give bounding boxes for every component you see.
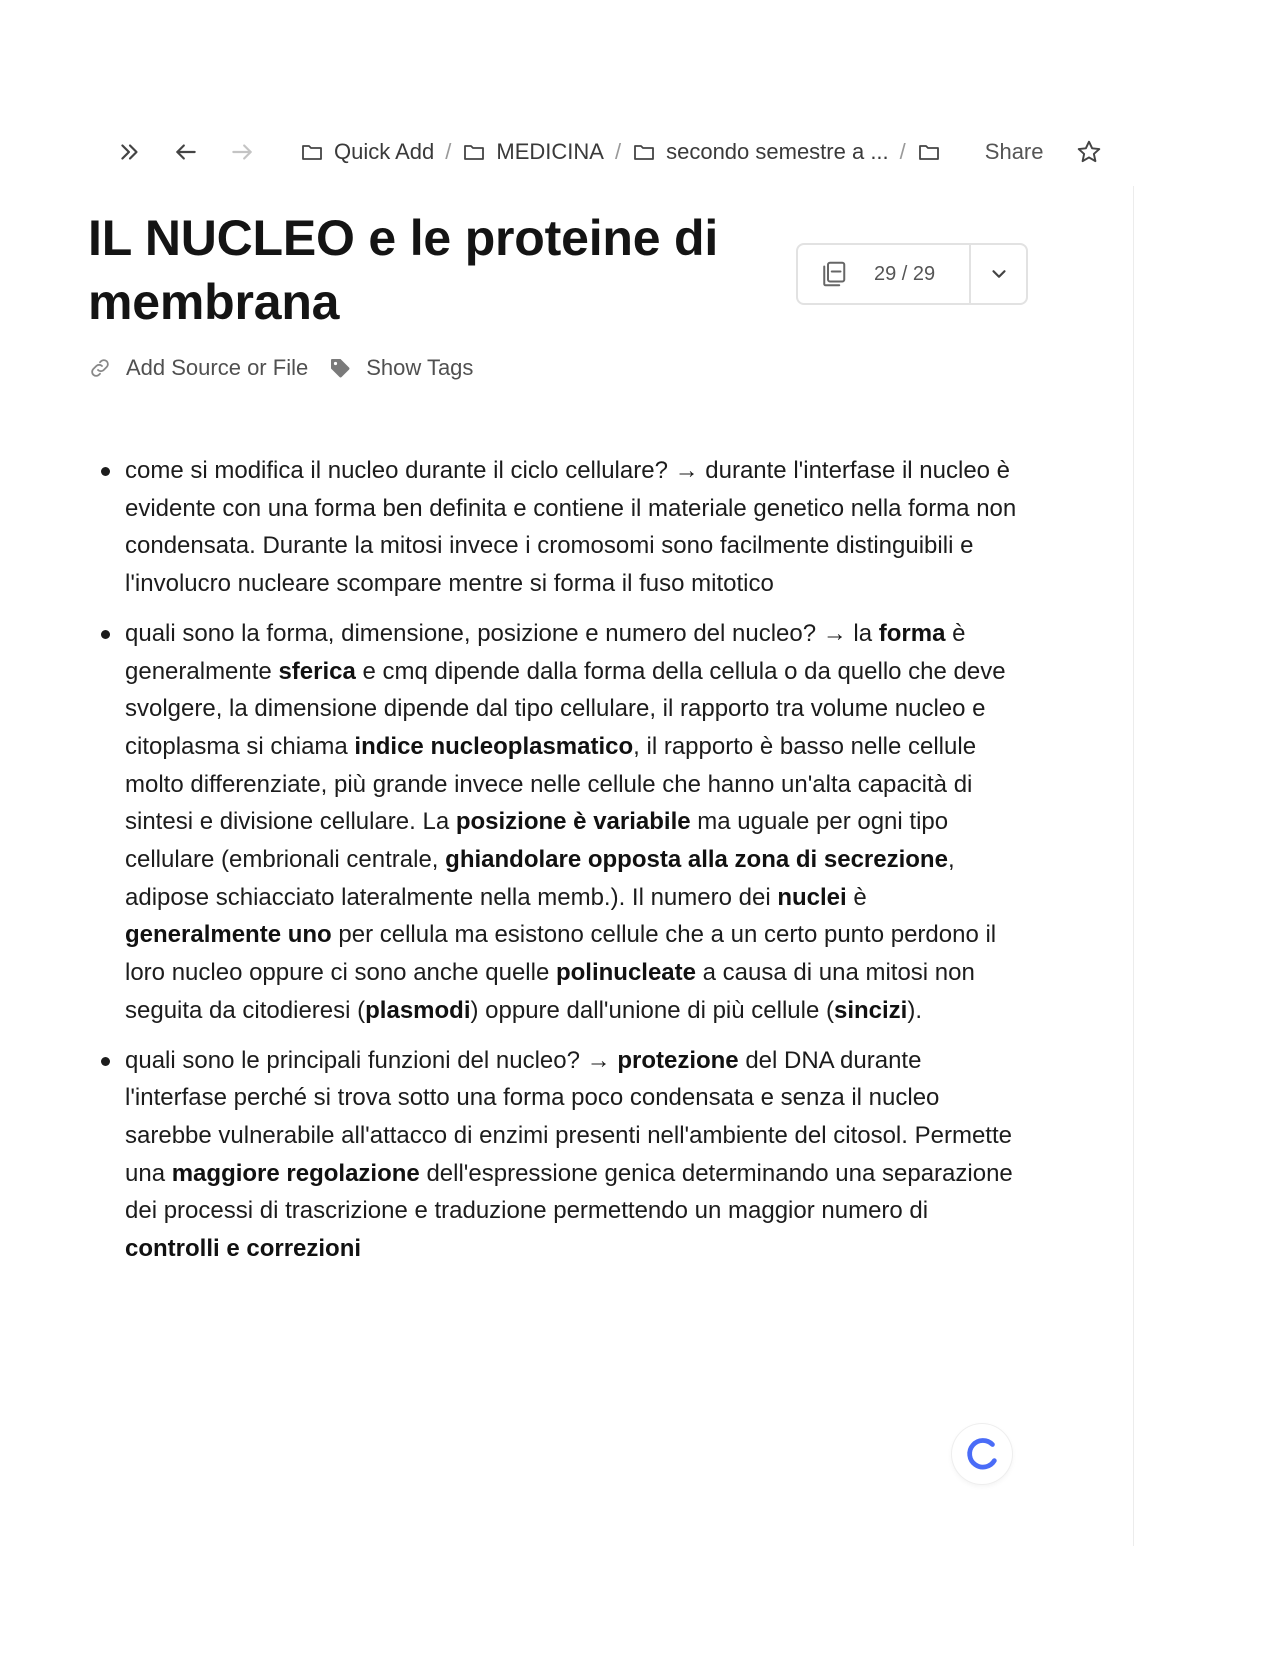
- folder-icon: [462, 140, 486, 164]
- bold-text: protezione: [617, 1046, 739, 1074]
- bold-text: polinucleate: [555, 959, 696, 987]
- breadcrumb-item-quick-add[interactable]: [300, 139, 434, 165]
- text-run: per cellula ma esistono cellule che a un certo punto perdono il loro nucleo oppure ci sono anche quelle: [125, 921, 997, 987]
- breadcrumb-separator: /: [899, 139, 906, 164]
- text-run: a causa di una mitosi non seguita da citodieresi (: [125, 959, 975, 1024]
- expand-sidebar-button[interactable]: [110, 132, 150, 172]
- bold-text: ghiandolare opposta alla zona di secrezione: [445, 846, 948, 874]
- arrow-left-icon: [173, 139, 199, 165]
- bullet-list: [100, 452, 1020, 1268]
- star-icon: [1076, 139, 1102, 165]
- pages-icon: [818, 259, 848, 289]
- text-run: è generalmente: [125, 619, 966, 685]
- note-body[interactable]: [100, 452, 1020, 1280]
- text-run: dell'espressione genica determinando una separazione dei processi di trascrizione e traduzione permettendo un maggior numero di: [125, 1159, 1013, 1225]
- bold-text: plasmodi: [365, 996, 471, 1024]
- bold-text: generalmente uno: [125, 921, 332, 949]
- text-run: ).: [907, 996, 923, 1024]
- favorite-button[interactable]: [1074, 137, 1104, 167]
- bold-text: forma: [878, 619, 946, 647]
- text-run: è: [846, 883, 867, 911]
- text-run: e cmq dipende dalla forma della cellula o da quello che deve svolgere, la dimensione dipende dal tipo cellulare, il rapporto tra volume nucleo e citoplasma si chiama: [125, 657, 1006, 760]
- bold-text: posizione è variabile: [455, 808, 691, 836]
- breadcrumb-separator: /: [614, 139, 622, 164]
- pages-dropdown-button[interactable]: [971, 263, 1026, 285]
- breadcrumb-separator: /: [445, 139, 452, 164]
- breadcrumb-label: MEDICINA: [496, 139, 604, 164]
- double-chevron-right-icon: [117, 139, 143, 165]
- folder-icon: [300, 140, 324, 164]
- folder-icon: [632, 140, 656, 164]
- text-run: , adipose schiacciato lateralmente nella memb.). Il numero dei: [125, 846, 955, 911]
- pages-button[interactable]: [798, 245, 971, 303]
- top-navigation-bar: [110, 128, 1120, 176]
- text-run: del DNA durante l'interfase perché si trova sotto una forma poco condensata e senza il nucleo sarebbe vulnerabile all'attacco di enzimi presenti nell'ambiente del citosol. Permette una: [125, 1046, 1012, 1187]
- add-source-button[interactable]: [88, 355, 308, 381]
- bold-text: sferica: [278, 657, 356, 685]
- page-count: 29 / 29: [874, 262, 936, 285]
- note-title-line: membrana: [88, 274, 340, 330]
- bold-text: indice nucleoplasmatico: [354, 732, 634, 760]
- forward-button[interactable]: [222, 132, 262, 172]
- bold-text: sincizi: [833, 996, 908, 1024]
- back-button[interactable]: [166, 132, 206, 172]
- breadcrumb-label: Quick Add: [334, 139, 435, 164]
- breadcrumb-item-secondo-semestre[interactable]: [632, 139, 889, 165]
- breadcrumb-label: secondo semestre a ...: [666, 139, 889, 164]
- add-source-label: Add Source or File: [126, 355, 309, 380]
- text-run: come si modifica il nucleo durante il ciclo cellulare? → durante l'interfase il nucleo è evidente con una forma ben definita e contiene il materiale genetico nella forma non condensata. Durante la mitosi invece i cromosomi sono facilmente distinguibili e l'involucro nucleare scompare mentre si forma il fuso mitotico: [125, 457, 1017, 598]
- folder-icon: [917, 140, 941, 164]
- breadcrumb: [300, 139, 951, 165]
- text-run: ma uguale per ogni tipo cellulare (embrionali centrale,: [125, 808, 949, 874]
- text-run: quali sono la forma, dimensione, posizione e numero del nucleo? → la: [125, 619, 879, 647]
- show-tags-label: Show Tags: [366, 355, 474, 380]
- breadcrumb-item-current-folder[interactable]: [917, 140, 951, 164]
- link-icon: [88, 356, 112, 380]
- bold-text: controlli e correzioni: [125, 1235, 362, 1263]
- note-title-line: IL NUCLEO e le proteine di: [88, 210, 719, 266]
- bold-text: nuclei: [777, 883, 847, 911]
- list-item: [100, 452, 1020, 603]
- text-run: , il rapporto è basso nelle cellule molto differenziate, più grande invece nelle cellule che hanno un'alta capacità di sintesi e divisione cellulare. La: [125, 732, 977, 836]
- chevron-down-icon: [988, 263, 1010, 285]
- arrow-right-icon: [229, 139, 255, 165]
- panel-divider: [1133, 186, 1134, 1546]
- breadcrumb-item-medicina[interactable]: [462, 139, 604, 165]
- show-tags-button[interactable]: [328, 355, 473, 381]
- note-meta-row: [88, 355, 473, 381]
- spinner-icon: [963, 1435, 1001, 1473]
- loading-indicator: [952, 1424, 1012, 1484]
- share-button[interactable]: Share: [984, 139, 1044, 164]
- bold-text: maggiore regolazione: [171, 1159, 420, 1187]
- text-run: ) oppure dall'unione di più cellule (: [470, 996, 834, 1024]
- list-item: [100, 1042, 1020, 1268]
- note-title[interactable]: [88, 206, 748, 334]
- page-counter: [796, 243, 1028, 305]
- list-item: [100, 615, 1020, 1030]
- text-run: quali sono le principali funzioni del nucleo? →: [125, 1046, 618, 1074]
- tag-icon: [328, 356, 352, 380]
